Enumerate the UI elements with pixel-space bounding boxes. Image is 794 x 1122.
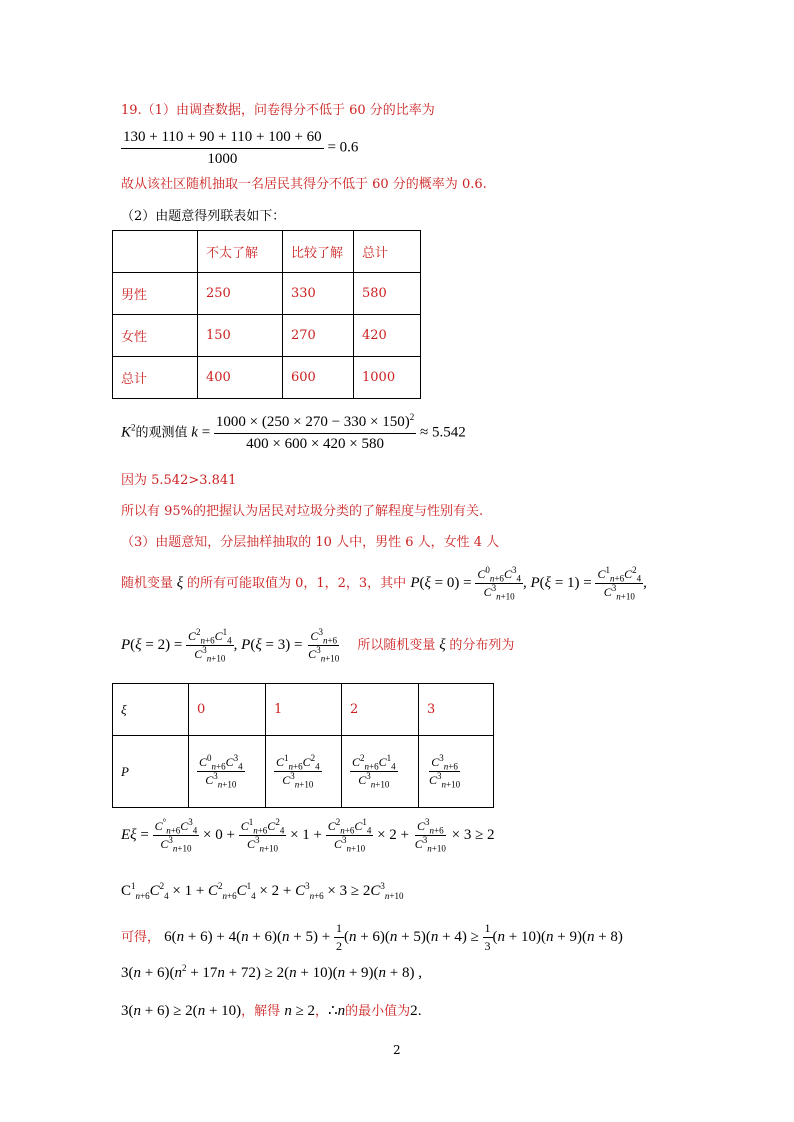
table-row <box>113 273 421 315</box>
dist-text: 所以随机变量 <box>357 638 436 654</box>
k2-denominator: 400 × 600 × 420 × 580 <box>246 435 385 452</box>
table-cell: $\frac{C^3_{n+6}}{C^3_{n+10}}$ <box>419 736 494 808</box>
question-3-intro: （3）由题意知，分层抽样抽取的 10 人中，男性 6 人，女性 4 人 <box>121 535 500 550</box>
table-row <box>113 315 421 357</box>
question-1-intro: 19.（1）由调查数据，问卷得分不低于 60 分的比率为 <box>121 103 435 118</box>
inequality-line-1: $C^1_{n+6}C^2_4 \times 1 + C^2_{n+6}C^1_4 \times 2 + C^3_{n+6} \times 3 \ge 2C^3_{n+10}$ <box>121 881 404 901</box>
table-cell: $\frac{C^0_{n+6}C^3_4}{C^3_{n+10}}$ <box>189 736 266 808</box>
table-cell <box>113 231 198 273</box>
table-cell: 1 <box>266 684 342 736</box>
because-line: 因为 5.542>3.841 <box>121 473 237 488</box>
table-cell: 150 <box>198 315 283 357</box>
k2-numerator: 1000 × (250 × 270 − 330 × 150) <box>215 414 410 430</box>
question-1-conclusion: 故从该社区随机抽取一名居民其得分不低于 60 分的概率为 0.6. <box>121 177 487 192</box>
table-cell: 2 <box>342 684 419 736</box>
table-cell: 250 <box>198 273 283 315</box>
min-text: 的最小值为 <box>345 1004 411 1019</box>
distribution-table <box>112 683 494 808</box>
table-cell: 总计 <box>113 357 198 399</box>
ratio-numerator: 130 + 110 + 90 + 110 + 100 + 60 <box>121 129 324 149</box>
ratio-formula <box>121 129 358 167</box>
rv-values-line: 随机变量 ξ 的所有可能取值为 0，1，2，3，其中 P(ξ = 0) = $\frac{C^0_{n+6}C^3_4}{C^3_{n+10}}$ , P(ξ = 1) = $\frac{C^1_{n+6}C^2_4}{C^3_{n+10}}$ , <box>121 565 647 602</box>
conclusion-95: 所以有 95%的把握认为居民对垃圾分类的了解程度与性别有关. <box>121 504 484 519</box>
table-cell: 400 <box>198 357 283 399</box>
table-cell: 600 <box>283 357 354 399</box>
k2-formula: $K^2$的观测值 k = $\frac{1000 \times (250 \times 270 - 330 \times 150)^2}{400 \times 600 \times 420 \times 580}$ ≈ 5.542 <box>121 412 466 452</box>
table-cell: 270 <box>283 315 354 357</box>
solve-text: ，解得 <box>241 1004 281 1019</box>
table-row <box>113 684 494 736</box>
question-2-intro: （2）由题意得列联表如下： <box>121 209 286 224</box>
table-cell: 男性 <box>113 273 198 315</box>
solve-prefix: 可得， <box>121 930 161 946</box>
ratio-denominator: 1000 <box>207 150 238 167</box>
table-row <box>113 357 421 399</box>
dist-text2: 的分布列为 <box>449 638 515 654</box>
table-cell: 0 <box>189 684 266 736</box>
page-number: 2 <box>393 1043 401 1057</box>
table-cell: 比较了解 <box>283 231 354 273</box>
table-cell: $\frac{C^2_{n+6}C^1_4}{C^3_{n+10}}$ <box>342 736 419 808</box>
table-cell: 1000 <box>354 357 421 399</box>
final-answer-line: 3(n + 6) ≥ 2(n + 10)，解得 n ≥ 2，∴n的最小值为2. <box>121 1003 422 1019</box>
table-cell: 580 <box>354 273 421 315</box>
table-cell: 不太了解 <box>198 231 283 273</box>
table-row <box>113 736 494 808</box>
table-cell: 420 <box>354 315 421 357</box>
inequality-line-2: 可得， 6(n + 6) + 4(n + 6)(n + 5) + $\frac{1}{2}$ (n + 6)(n + 5)(n + 4) ≥ $\frac{1}{3}$ (n + 10)(n + 9)(n + 8) <box>121 921 623 954</box>
table-cell: 总计 <box>354 231 421 273</box>
table-cell: ξ <box>113 684 189 736</box>
k2-result: ≈ 5.542 <box>420 424 466 441</box>
prob-2-3-line: P(ξ = 2) = $\frac{C^2_{n+6}C^1_4}{C^3_{n+10}}$ , P(ξ = 3) = $\frac{C^3_{n+6}}{C^3_{n+10}}$ 所以随机变量 ξ 的分布列为 <box>121 627 515 664</box>
k2-label: 的观测值 <box>135 424 188 440</box>
table-cell: $\frac{C^1_{n+6}C^2_4}{C^3_{n+10}}$ <box>266 736 342 808</box>
rv-text: 随机变量 <box>121 576 174 592</box>
expectation-formula: Eξ = $\frac{C^\circ_{n+6}C^3_4}{C^3_{n+10}}$ × 0 + $\frac{C^1_{n+6}C^2_4}{C^3_{n+10}}$ × 1 + $\frac{C^2_{n+6}C^1_4}{C^3_{n+10}}$ × 2 + $\frac{C^3_{n+6}}{C^3_{n+10}}$ × 3 ≥ 2 <box>121 817 495 854</box>
rv-text2: 的所有可能取值为 0，1，2，3，其中 <box>186 576 407 592</box>
ratio-result: = 0.6 <box>327 139 359 156</box>
table-cell: 330 <box>283 273 354 315</box>
table-cell: P <box>113 736 189 808</box>
table-header-row <box>113 231 421 273</box>
inequality-line-3: $3(n + 6)(n^2 + 17n + 72) \ge 2(n + 10)(n + 9)(n + 8)$ , <box>121 963 422 981</box>
contingency-table <box>112 230 421 399</box>
table-cell: 女性 <box>113 315 198 357</box>
table-cell: 3 <box>419 684 494 736</box>
